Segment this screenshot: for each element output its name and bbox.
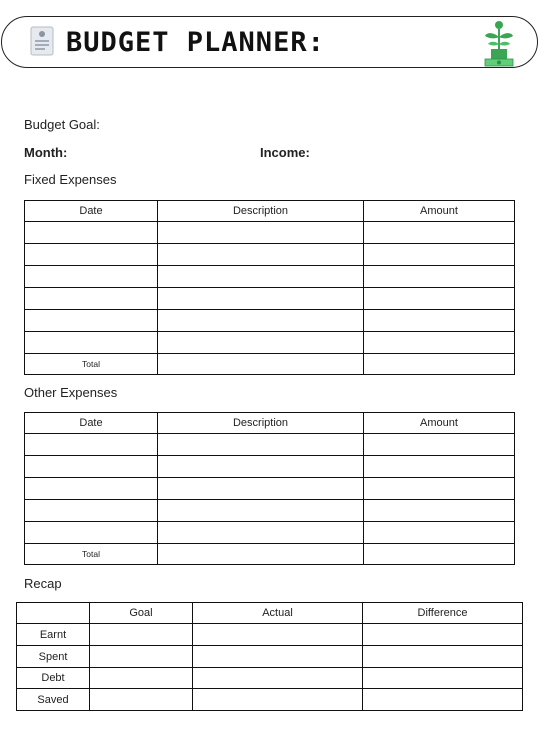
amount-cell[interactable] — [364, 266, 515, 288]
goal-cell[interactable] — [90, 689, 193, 711]
amount-cell[interactable] — [364, 500, 515, 522]
description-cell[interactable] — [158, 434, 364, 456]
table-row — [25, 222, 515, 244]
description-cell[interactable] — [158, 244, 364, 266]
column-header-date: Date — [25, 201, 158, 222]
amount-cell[interactable] — [364, 288, 515, 310]
amount-cell[interactable] — [364, 456, 515, 478]
column-header-description: Description — [158, 201, 364, 222]
amount-cell[interactable] — [364, 332, 515, 354]
recap-row-saved — [17, 689, 523, 711]
column-header-description: Description — [158, 413, 364, 434]
row-label-earnt: Earnt — [17, 624, 90, 646]
description-cell[interactable] — [158, 310, 364, 332]
goal-cell[interactable] — [90, 646, 193, 668]
total-amount-cell[interactable] — [364, 354, 515, 375]
table-row — [25, 522, 515, 544]
fixed-expenses-heading: Fixed Expenses — [24, 172, 117, 187]
recap-heading: Recap — [24, 576, 62, 591]
table-row — [25, 456, 515, 478]
row-label-saved: Saved — [17, 689, 90, 711]
amount-cell[interactable] — [364, 310, 515, 332]
actual-cell[interactable] — [193, 689, 363, 711]
description-cell[interactable] — [158, 500, 364, 522]
date-cell[interactable] — [25, 244, 158, 266]
description-cell[interactable] — [158, 478, 364, 500]
total-row — [25, 544, 515, 565]
goal-cell[interactable] — [90, 624, 193, 646]
recap-row-debt — [17, 668, 523, 689]
description-cell[interactable] — [158, 222, 364, 244]
income-label: Income: — [260, 145, 310, 160]
date-cell[interactable] — [25, 288, 158, 310]
difference-cell[interactable] — [363, 689, 523, 711]
description-cell[interactable] — [158, 522, 364, 544]
amount-cell[interactable] — [364, 434, 515, 456]
other-expenses-table — [24, 412, 515, 565]
table-row — [25, 332, 515, 354]
date-cell[interactable] — [25, 310, 158, 332]
document-icon — [30, 26, 54, 56]
table-row — [25, 288, 515, 310]
total-row — [25, 354, 515, 375]
goal-cell[interactable] — [90, 668, 193, 689]
table-row — [25, 310, 515, 332]
table-row — [25, 500, 515, 522]
header-banner — [1, 16, 538, 68]
amount-cell[interactable] — [364, 222, 515, 244]
column-header-actual: Actual — [193, 603, 363, 624]
difference-cell[interactable] — [363, 624, 523, 646]
column-header-amount: Amount — [364, 413, 515, 434]
column-header-difference: Difference — [363, 603, 523, 624]
date-cell[interactable] — [25, 478, 158, 500]
actual-cell[interactable] — [193, 646, 363, 668]
fixed-expenses-table — [24, 200, 515, 375]
difference-cell[interactable] — [363, 646, 523, 668]
recap-row-spent — [17, 646, 523, 668]
total-label: Total — [25, 354, 158, 375]
table-row — [25, 266, 515, 288]
date-cell[interactable] — [25, 456, 158, 478]
date-cell[interactable] — [25, 500, 158, 522]
description-cell[interactable] — [158, 354, 364, 375]
recap-row-earnt — [17, 624, 523, 646]
table-row — [25, 434, 515, 456]
date-cell[interactable] — [25, 266, 158, 288]
column-header-blank — [17, 603, 90, 624]
date-cell[interactable] — [25, 332, 158, 354]
difference-cell[interactable] — [363, 668, 523, 689]
table-row — [25, 244, 515, 266]
other-expenses-heading: Other Expenses — [24, 385, 118, 400]
description-cell[interactable] — [158, 544, 364, 565]
month-label: Month: — [24, 145, 68, 160]
budget-goal-label: Budget Goal: — [24, 117, 100, 132]
description-cell[interactable] — [158, 456, 364, 478]
amount-cell[interactable] — [364, 522, 515, 544]
page-title: BUDGET PLANNER: — [66, 27, 325, 58]
money-plant-icon — [480, 19, 518, 67]
column-header-goal: Goal — [90, 603, 193, 624]
description-cell[interactable] — [158, 266, 364, 288]
table-row — [25, 478, 515, 500]
row-label-spent: Spent — [17, 646, 90, 668]
recap-table — [16, 602, 523, 711]
description-cell[interactable] — [158, 332, 364, 354]
actual-cell[interactable] — [193, 624, 363, 646]
amount-cell[interactable] — [364, 244, 515, 266]
actual-cell[interactable] — [193, 668, 363, 689]
row-label-debt: Debt — [17, 668, 90, 689]
description-cell[interactable] — [158, 288, 364, 310]
amount-cell[interactable] — [364, 478, 515, 500]
total-amount-cell[interactable] — [364, 544, 515, 565]
column-header-amount: Amount — [364, 201, 515, 222]
column-header-date: Date — [25, 413, 158, 434]
total-label: Total — [25, 544, 158, 565]
date-cell[interactable] — [25, 522, 158, 544]
date-cell[interactable] — [25, 222, 158, 244]
date-cell[interactable] — [25, 434, 158, 456]
